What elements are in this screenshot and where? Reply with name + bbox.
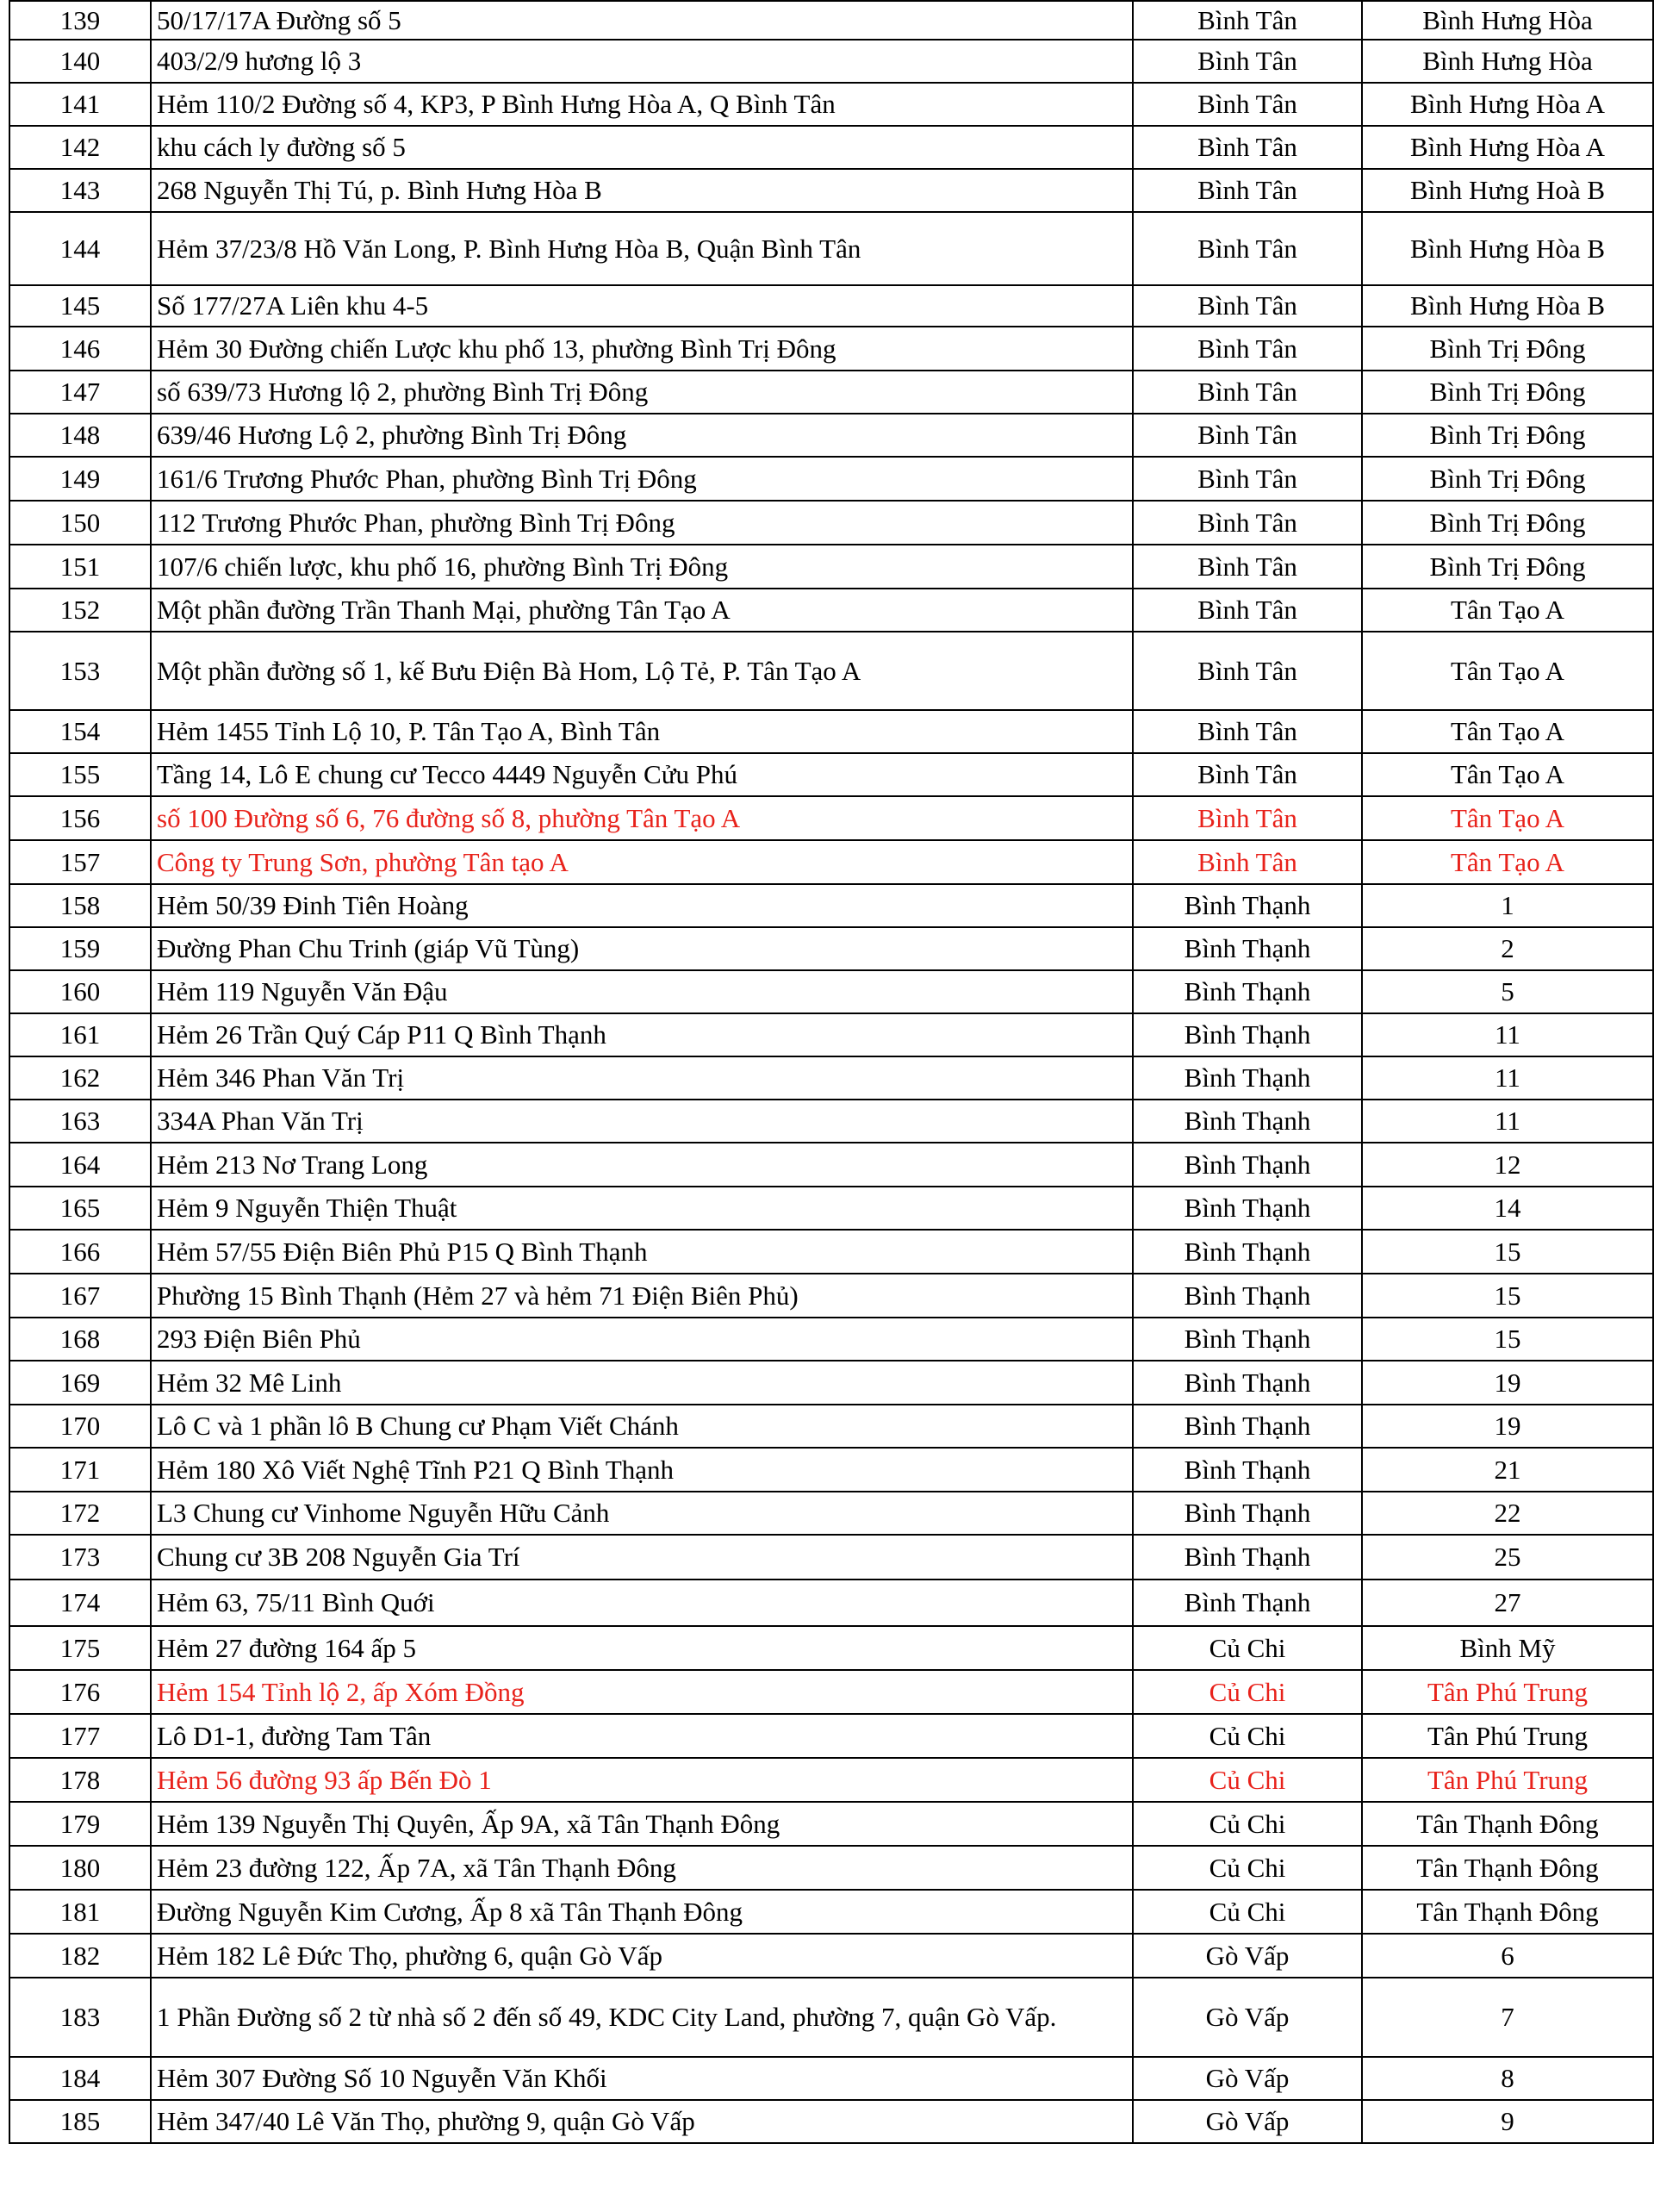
table-row <box>9 1274 1653 1318</box>
address-cell: 334A Phan Văn Trị <box>151 1100 1133 1143</box>
ward-cell: 21 <box>1362 1448 1653 1492</box>
row-number: 156 <box>9 796 151 840</box>
district-cell: Bình Tân <box>1133 710 1362 753</box>
table-row <box>9 840 1653 884</box>
ward-cell: Tân Thạnh Đông <box>1362 1802 1653 1846</box>
lockdown-address-table <box>9 0 1654 2144</box>
ward-cell: 7 <box>1362 1978 1653 2057</box>
district-cell: Bình Thạnh <box>1133 1318 1362 1361</box>
ward-cell: 19 <box>1362 1361 1653 1405</box>
row-number: 149 <box>9 457 151 501</box>
table-row <box>9 414 1653 457</box>
ward-cell: Tân Tạo A <box>1362 632 1653 710</box>
row-number: 170 <box>9 1405 151 1448</box>
table-row <box>9 1318 1653 1361</box>
table-row <box>9 970 1653 1013</box>
ward-cell: Bình Trị Đông <box>1362 327 1653 371</box>
address-cell: số 639/73 Hương lộ 2, phường Bình Trị Đông <box>151 371 1133 414</box>
district-cell: Bình Thạnh <box>1133 1405 1362 1448</box>
district-cell: Gò Vấp <box>1133 2057 1362 2100</box>
district-cell: Bình Thạnh <box>1133 1361 1362 1405</box>
row-number: 150 <box>9 501 151 545</box>
table-row <box>9 1013 1653 1056</box>
row-number: 142 <box>9 126 151 169</box>
district-cell: Bình Tân <box>1133 1 1362 40</box>
ward-cell: Bình Hưng Hòa B <box>1362 212 1653 285</box>
table-row <box>9 40 1653 83</box>
table-row <box>9 212 1653 285</box>
district-cell: Bình Thạnh <box>1133 1274 1362 1318</box>
row-number: 159 <box>9 927 151 970</box>
ward-cell: 27 <box>1362 1580 1653 1626</box>
table-row <box>9 1714 1653 1758</box>
row-number: 153 <box>9 632 151 710</box>
district-cell: Bình Thạnh <box>1133 884 1362 927</box>
address-cell: Tầng 14, Lô E chung cư Tecco 4449 Nguyễn Cửu Phú <box>151 753 1133 796</box>
address-cell: Phường 15 Bình Thạnh (Hẻm 27 và hẻm 71 Điện Biên Phủ) <box>151 1274 1133 1318</box>
table-row <box>9 927 1653 970</box>
table-row <box>9 884 1653 927</box>
ward-cell: 14 <box>1362 1187 1653 1230</box>
row-number: 172 <box>9 1492 151 1535</box>
ward-cell: 11 <box>1362 1013 1653 1056</box>
row-number: 160 <box>9 970 151 1013</box>
district-cell: Củ Chi <box>1133 1626 1362 1670</box>
address-cell: Đường Nguyễn Kim Cương, Ấp 8 xã Tân Thạnh Đông <box>151 1890 1133 1934</box>
row-number: 181 <box>9 1890 151 1934</box>
ward-cell: Bình Hưng Hòa A <box>1362 83 1653 126</box>
table-row <box>9 1846 1653 1890</box>
address-cell: Hẻm 119 Nguyễn Văn Đậu <box>151 970 1133 1013</box>
ward-cell: 11 <box>1362 1100 1653 1143</box>
row-number: 154 <box>9 710 151 753</box>
district-cell: Bình Tân <box>1133 545 1362 589</box>
row-number: 148 <box>9 414 151 457</box>
district-cell: Bình Tân <box>1133 371 1362 414</box>
address-cell: Hẻm 9 Nguyễn Thiện Thuật <box>151 1187 1133 1230</box>
table-row <box>9 2100 1653 2143</box>
address-cell: 50/17/17A Đường số 5 <box>151 1 1133 40</box>
ward-cell: 9 <box>1362 2100 1653 2143</box>
row-number: 161 <box>9 1013 151 1056</box>
row-number: 144 <box>9 212 151 285</box>
district-cell: Bình Tân <box>1133 126 1362 169</box>
address-cell: Hẻm 26 Trần Quý Cáp P11 Q Bình Thạnh <box>151 1013 1133 1056</box>
table-row <box>9 1978 1653 2057</box>
table-row <box>9 1626 1653 1670</box>
table-row <box>9 753 1653 796</box>
district-cell: Bình Tân <box>1133 169 1362 212</box>
ward-cell: 11 <box>1362 1056 1653 1100</box>
district-cell: Củ Chi <box>1133 1758 1362 1802</box>
address-cell: Hẻm 180 Xô Viết Nghệ Tĩnh P21 Q Bình Thạnh <box>151 1448 1133 1492</box>
address-cell: 161/6 Trương Phước Phan, phường Bình Trị Đông <box>151 457 1133 501</box>
ward-cell: 22 <box>1362 1492 1653 1535</box>
district-cell: Bình Thạnh <box>1133 1580 1362 1626</box>
ward-cell: 15 <box>1362 1318 1653 1361</box>
row-number: 151 <box>9 545 151 589</box>
ward-cell: Bình Trị Đông <box>1362 371 1653 414</box>
district-cell: Củ Chi <box>1133 1846 1362 1890</box>
address-cell: 268 Nguyễn Thị Tú, p. Bình Hưng Hòa B <box>151 169 1133 212</box>
row-number: 180 <box>9 1846 151 1890</box>
ward-cell: Tân Thạnh Đông <box>1362 1846 1653 1890</box>
ward-cell: 1 <box>1362 884 1653 927</box>
address-cell: Hẻm 182 Lê Đức Thọ, phường 6, quận Gò Vấp <box>151 1934 1133 1978</box>
district-cell: Bình Tân <box>1133 212 1362 285</box>
address-cell: Lô C và 1 phần lô B Chung cư Phạm Viết Chánh <box>151 1405 1133 1448</box>
table-row <box>9 1100 1653 1143</box>
district-cell: Bình Tân <box>1133 327 1362 371</box>
district-cell: Bình Tân <box>1133 457 1362 501</box>
row-number: 169 <box>9 1361 151 1405</box>
district-cell: Củ Chi <box>1133 1890 1362 1934</box>
row-number: 164 <box>9 1143 151 1187</box>
district-cell: Bình Thạnh <box>1133 1187 1362 1230</box>
table-row <box>9 589 1653 632</box>
table-row <box>9 1535 1653 1580</box>
district-cell: Bình Tân <box>1133 796 1362 840</box>
district-cell: Củ Chi <box>1133 1670 1362 1714</box>
address-cell: 112 Trương Phước Phan, phường Bình Trị Đông <box>151 501 1133 545</box>
address-cell: Hẻm 32 Mê Linh <box>151 1361 1133 1405</box>
district-cell: Bình Thạnh <box>1133 1448 1362 1492</box>
row-number: 168 <box>9 1318 151 1361</box>
row-number: 179 <box>9 1802 151 1846</box>
table-row <box>9 1934 1653 1978</box>
address-cell: Hẻm 347/40 Lê Văn Thọ, phường 9, quận Gò Vấp <box>151 2100 1133 2143</box>
address-cell: Hẻm 56 đường 93 ấp Bến Đò 1 <box>151 1758 1133 1802</box>
address-cell: Hẻm 213 Nơ Trang Long <box>151 1143 1133 1187</box>
district-cell: Bình Thạnh <box>1133 1230 1362 1274</box>
district-cell: Bình Thạnh <box>1133 1100 1362 1143</box>
table-row <box>9 1187 1653 1230</box>
table-row <box>9 2057 1653 2100</box>
table-row <box>9 1143 1653 1187</box>
ward-cell: Tân Phú Trung <box>1362 1714 1653 1758</box>
ward-cell: Bình Trị Đông <box>1362 457 1653 501</box>
row-number: 157 <box>9 840 151 884</box>
table-row <box>9 327 1653 371</box>
address-cell: 403/2/9 hương lộ 3 <box>151 40 1133 83</box>
address-cell: Hẻm 346 Phan Văn Trị <box>151 1056 1133 1100</box>
ward-cell: 6 <box>1362 1934 1653 1978</box>
district-cell: Gò Vấp <box>1133 2100 1362 2143</box>
ward-cell: Tân Phú Trung <box>1362 1670 1653 1714</box>
ward-cell: Tân Phú Trung <box>1362 1758 1653 1802</box>
district-cell: Củ Chi <box>1133 1802 1362 1846</box>
address-cell: Đường Phan Chu Trinh (giáp Vũ Tùng) <box>151 927 1133 970</box>
ward-cell: Bình Hưng Hoà B <box>1362 169 1653 212</box>
table-row <box>9 545 1653 589</box>
district-cell: Bình Tân <box>1133 753 1362 796</box>
ward-cell: 19 <box>1362 1405 1653 1448</box>
district-cell: Bình Tân <box>1133 40 1362 83</box>
row-number: 146 <box>9 327 151 371</box>
table-row <box>9 1890 1653 1934</box>
row-number: 177 <box>9 1714 151 1758</box>
address-cell: Hẻm 139 Nguyễn Thị Quyên, Ấp 9A, xã Tân Thạnh Đông <box>151 1802 1133 1846</box>
row-number: 184 <box>9 2057 151 2100</box>
district-cell: Bình Tân <box>1133 840 1362 884</box>
district-cell: Bình Tân <box>1133 414 1362 457</box>
row-number: 139 <box>9 1 151 40</box>
district-cell: Bình Thạnh <box>1133 927 1362 970</box>
address-cell: số 100 Đường số 6, 76 đường số 8, phường Tân Tạo A <box>151 796 1133 840</box>
table-row <box>9 632 1653 710</box>
address-cell: 639/46 Hương Lộ 2, phường Bình Trị Đông <box>151 414 1133 457</box>
district-cell: Bình Thạnh <box>1133 1492 1362 1535</box>
district-cell: Bình Thạnh <box>1133 1535 1362 1580</box>
ward-cell: Tân Tạo A <box>1362 796 1653 840</box>
address-cell: Hẻm 307 Đường Số 10 Nguyễn Văn Khối <box>151 2057 1133 2100</box>
address-cell: Hẻm 23 đường 122, Ấp 7A, xã Tân Thạnh Đông <box>151 1846 1133 1890</box>
table-row <box>9 1670 1653 1714</box>
row-number: 171 <box>9 1448 151 1492</box>
ward-cell: Bình Trị Đông <box>1362 501 1653 545</box>
table-row <box>9 1 1653 40</box>
table-row <box>9 457 1653 501</box>
table-row <box>9 1361 1653 1405</box>
row-number: 152 <box>9 589 151 632</box>
table-body <box>9 1 1653 2143</box>
ward-cell: Tân Tạo A <box>1362 753 1653 796</box>
district-cell: Củ Chi <box>1133 1714 1362 1758</box>
address-cell: Hẻm 63, 75/11 Bình Quới <box>151 1580 1133 1626</box>
address-cell: Lô D1-1, đường Tam Tân <box>151 1714 1133 1758</box>
table-row <box>9 371 1653 414</box>
ward-cell: 2 <box>1362 927 1653 970</box>
ward-cell: 15 <box>1362 1230 1653 1274</box>
row-number: 185 <box>9 2100 151 2143</box>
ward-cell: Bình Hưng Hòa <box>1362 1 1653 40</box>
ward-cell: 15 <box>1362 1274 1653 1318</box>
address-cell: Hẻm 50/39 Đinh Tiên Hoàng <box>151 884 1133 927</box>
table-row <box>9 1802 1653 1846</box>
table-row <box>9 1056 1653 1100</box>
row-number: 145 <box>9 285 151 327</box>
row-number: 163 <box>9 1100 151 1143</box>
address-cell: 107/6 chiến lược, khu phố 16, phường Bình Trị Đông <box>151 545 1133 589</box>
ward-cell: 5 <box>1362 970 1653 1013</box>
address-cell: Hẻm 154 Tỉnh lộ 2, ấp Xóm Đồng <box>151 1670 1133 1714</box>
district-cell: Bình Thạnh <box>1133 1013 1362 1056</box>
address-cell: Công ty Trung Sơn, phường Tân tạo A <box>151 840 1133 884</box>
row-number: 158 <box>9 884 151 927</box>
ward-cell: Bình Hưng Hòa <box>1362 40 1653 83</box>
address-cell: Một phần đường số 1, kế Bưu Điện Bà Hom, Lộ Tẻ, P. Tân Tạo A <box>151 632 1133 710</box>
table-row <box>9 126 1653 169</box>
address-cell: Hẻm 30 Đường chiến Lược khu phố 13, phường Bình Trị Đông <box>151 327 1133 371</box>
row-number: 176 <box>9 1670 151 1714</box>
row-number: 141 <box>9 83 151 126</box>
address-cell: Hẻm 37/23/8 Hồ Văn Long, P. Bình Hưng Hòa B, Quận Bình Tân <box>151 212 1133 285</box>
row-number: 166 <box>9 1230 151 1274</box>
ward-cell: Bình Trị Đông <box>1362 414 1653 457</box>
ward-cell: 8 <box>1362 2057 1653 2100</box>
row-number: 143 <box>9 169 151 212</box>
address-cell: L3 Chung cư Vinhome Nguyễn Hữu Cảnh <box>151 1492 1133 1535</box>
row-number: 175 <box>9 1626 151 1670</box>
district-cell: Bình Tân <box>1133 501 1362 545</box>
table-row <box>9 796 1653 840</box>
address-cell: khu cách ly đường số 5 <box>151 126 1133 169</box>
table-row <box>9 1448 1653 1492</box>
table-row <box>9 285 1653 327</box>
address-cell: Số 177/27A Liên khu 4-5 <box>151 285 1133 327</box>
row-number: 178 <box>9 1758 151 1802</box>
table-row <box>9 169 1653 212</box>
row-number: 173 <box>9 1535 151 1580</box>
address-cell: 1 Phần Đường số 2 từ nhà số 2 đến số 49, KDC City Land, phường 7, quận Gò Vấp. <box>151 1978 1133 2057</box>
table-row <box>9 1580 1653 1626</box>
table-row <box>9 1492 1653 1535</box>
ward-cell: Bình Mỹ <box>1362 1626 1653 1670</box>
address-cell: Hẻm 27 đường 164 ấp 5 <box>151 1626 1133 1670</box>
ward-cell: 12 <box>1362 1143 1653 1187</box>
district-cell: Gò Vấp <box>1133 1978 1362 2057</box>
table-row <box>9 1405 1653 1448</box>
row-number: 165 <box>9 1187 151 1230</box>
district-cell: Bình Tân <box>1133 285 1362 327</box>
district-cell: Bình Thạnh <box>1133 1056 1362 1100</box>
address-cell: Hẻm 1455 Tỉnh Lộ 10, P. Tân Tạo A, Bình Tân <box>151 710 1133 753</box>
district-cell: Bình Tân <box>1133 83 1362 126</box>
row-number: 182 <box>9 1934 151 1978</box>
row-number: 167 <box>9 1274 151 1318</box>
district-cell: Bình Tân <box>1133 632 1362 710</box>
district-cell: Bình Thạnh <box>1133 1143 1362 1187</box>
address-cell: Hẻm 57/55 Điện Biên Phủ P15 Q Bình Thạnh <box>151 1230 1133 1274</box>
row-number: 147 <box>9 371 151 414</box>
ward-cell: Bình Hưng Hòa B <box>1362 285 1653 327</box>
table-row <box>9 1758 1653 1802</box>
ward-cell: Tân Tạo A <box>1362 589 1653 632</box>
ward-cell: Tân Tạo A <box>1362 710 1653 753</box>
table-row <box>9 83 1653 126</box>
address-cell: 293 Điện Biên Phủ <box>151 1318 1133 1361</box>
table-row <box>9 1230 1653 1274</box>
ward-cell: Tân Tạo A <box>1362 840 1653 884</box>
district-cell: Bình Thạnh <box>1133 970 1362 1013</box>
district-cell: Bình Tân <box>1133 589 1362 632</box>
table-row <box>9 710 1653 753</box>
row-number: 162 <box>9 1056 151 1100</box>
address-cell: Chung cư 3B 208 Nguyễn Gia Trí <box>151 1535 1133 1580</box>
address-cell: Hẻm 110/2 Đường số 4, KP3, P Bình Hưng Hòa A, Q Bình Tân <box>151 83 1133 126</box>
address-cell: Một phần đường Trần Thanh Mại, phường Tân Tạo A <box>151 589 1133 632</box>
ward-cell: Tân Thạnh Đông <box>1362 1890 1653 1934</box>
row-number: 174 <box>9 1580 151 1626</box>
row-number: 155 <box>9 753 151 796</box>
table-row <box>9 501 1653 545</box>
ward-cell: Bình Hưng Hòa A <box>1362 126 1653 169</box>
row-number: 183 <box>9 1978 151 2057</box>
row-number: 140 <box>9 40 151 83</box>
district-cell: Gò Vấp <box>1133 1934 1362 1978</box>
ward-cell: 25 <box>1362 1535 1653 1580</box>
ward-cell: Bình Trị Đông <box>1362 545 1653 589</box>
